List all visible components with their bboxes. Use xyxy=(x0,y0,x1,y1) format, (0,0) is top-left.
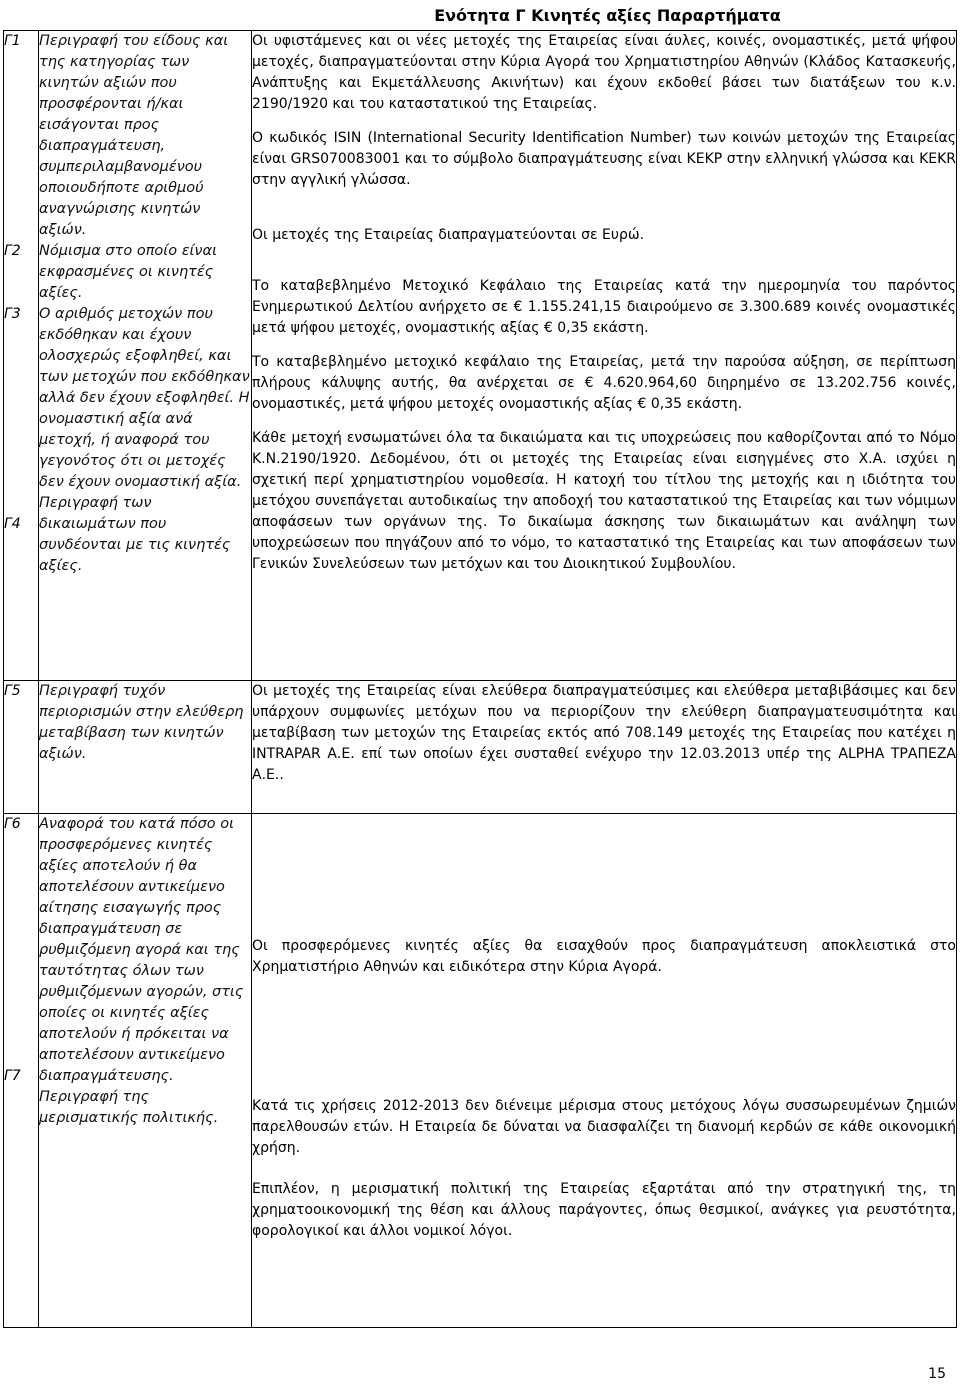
content-paragraph: Οι υφιστάμενες και οι νέες μετοχές της Εταιρείας είναι άυλες, κοινές, ονομαστικές, μετά ψήφου μετοχές, διαπραγματεύονται στην Κύρια Αγορά του Χρηματιστηρίου Αθηνών (Κλάδος Κατασκευής, Ανάπτυξης και Εκμετάλλευσης Ακινήτων) και έχουν εκδοθεί βάσει των διατάξεων του κ.ν. 2190/1920 και του καταστατικού της Εταιρείας. xyxy=(252,33,956,112)
item-code: Γ5 xyxy=(4,683,21,699)
table-row xyxy=(4,681,957,814)
item-code: Γ1 xyxy=(4,33,21,49)
item-label: Περιγραφή της μερισματικής πολιτικής. xyxy=(39,1089,219,1126)
content-paragraph: Το καταβεβλημένο μετοχικό κεφάλαιο της Εταιρείας, μετά την παρούσα αύξηση, σε περίπτωση πλήρους κάλυψης αυτής, θα ανέρχεται σε € 4.620.964,60 διηρημένο σε 13.202.756 κοινές, ονομαστικές, μετά ψήφου μετοχές ονομαστικής αξίας € 0,35 εκάστη. xyxy=(252,354,956,412)
content-paragraph: Το καταβεβλημένο Μετοχικό Κεφάλαιο της Εταιρείας κατά την ημερομηνία του παρόντος Ενημερωτικού Δελτίου ανήρχετο σε € 1.155.241,15 διαιρούμενο σε 3.300.689 κοινές ονομαστικές μετά ψήφου μετοχές, ονομαστικής αξίας € 0,35 εκάστη. xyxy=(252,278,956,336)
table-row xyxy=(4,814,957,1328)
item-content-cell xyxy=(252,31,957,681)
item-label: Περιγραφή των δικαιωμάτων που συνδέονται με τις κινητές αξίες. xyxy=(39,495,231,574)
item-label: Ο αριθμός μετοχών που εκδόθηκαν και έχουν ολοσχερώς εξοφληθεί, και των μετοχών που εκδόθηκαν αλλά δεν έχουν εξοφληθεί. Η ονομαστική αξία ανά μετοχή, ή αναφορά του γεγονότος ότι οι μετοχές δεν έχουν ονομαστική αξία. xyxy=(39,306,250,490)
item-label: Αναφορά του κατά πόσο οι προσφερόμενες κινητές αξίες αποτελούν ή θα αποτελέσουν αντικείμενο αίτησης εισαγωγής προς διαπραγμάτευση σε ρυθμιζόμενη αγορά και της ταυτότητας όλων των ρυθμιζόμενων αγορών, στις οποίες οι κινητές αξίες αποτελούν ή πρόκειται να αποτελέσουν αντικείμενο διαπραγμάτευσης. xyxy=(39,816,244,1084)
page-number: 15 xyxy=(928,1366,946,1382)
item-code: Γ6 xyxy=(4,816,21,832)
content-paragraph: Ο κωδικός ISIN (International Security Identification Number) των κοινών μετοχών της Εταιρείας είναι GRS070083001 και το σύμβολο διαπραγμάτευσης είναι ΚΕΚΡ στην ελληνική γλώσσα και KEKR στην αγγλική γλώσσα. xyxy=(252,130,956,188)
item-code-cell xyxy=(4,814,39,1328)
item-label: Νόμισμα στο οποίο είναι εκφρασμένες οι κινητές αξίες. xyxy=(39,243,218,301)
content-paragraph: Κατά τις χρήσεις 2012-2013 δεν διένειμε μέρισμα στους μετόχους λόγω συσσωρευμένων ζημιών παρελθουσών ετών. Η Εταιρεία δε δύναται να διασφαλίζει τη διανομή κερδών σε κάθε οικονομική χρήση. xyxy=(252,1098,956,1156)
content-paragraph: Οι μετοχές της Εταιρείας είναι ελεύθερα διαπραγματεύσιμες και ελεύθερα μεταβιβάσιμες και δεν υπάρχουν συμφωνίες μετόχων που να περιορίζουν την ελεύθερη διαπραγματευσιμότητα και μεταβίβαση των μετοχών της Εταιρείας εκτός από 708.149 μετοχές της Εταιρείας που κατέχει η INTRAPAR Α.Ε. επί των οποίων έχει συσταθεί ενέχυρο την 12.03.2013 υπέρ της ALPHA ΤΡΑΠΕΖΑ Α.Ε.. xyxy=(252,683,956,783)
item-label-cell xyxy=(39,681,252,814)
section-title: Ενότητα Γ Κινητές αξίες Παραρτήματα xyxy=(434,6,781,25)
content-paragraph: Επιπλέον, η μερισματική πολιτική της Εταιρείας εξαρτάται από την στρατηγική της, τη χρηματοοικονομική της θέση και άλλους παράγοντες, όπως θεσμικοί, ανάγκες για ρευστότητα, φορολογικοί και άλλοι νομικοί λόγοι. xyxy=(252,1181,956,1239)
item-label: Περιγραφή του είδους και της κατηγορίας των κινητών αξιών που προσφέρονται ή/και εισάγονται προς διαπραγμάτευση, συμπεριλαμβανομένου οποιουδήποτε αριθμού αναγνώρισης κινητών αξιών. xyxy=(39,33,229,238)
item-content-cell xyxy=(252,814,957,1328)
item-code: Γ3 xyxy=(4,306,21,322)
item-code-cell xyxy=(4,681,39,814)
item-label-cell xyxy=(39,814,252,1328)
content-paragraph: Κάθε μετοχή ενσωματώνει όλα τα δικαιώματα και τις υποχρεώσεις που καθορίζονται από το Νόμο Κ.Ν.2190/1920. Δεδομένου, ότι οι μετοχές της Εταιρείας είναι εισηγμένες στο Χ.Α. ισχύει η σχετική περί χρηματιστηρίου νομοθεσία. Η κατοχή του τίτλου της μετοχής και η ιδιότητα του μετόχου συνεπάγεται αυτοδικαίως την αποδοχή του καταστατικού της Εταιρείας και των νόμιμων αποφάσεων των οργάνων της. Το δικαίωμα άσκησης των δικαιωμάτων και ανάληψη των υποχρεώσεων που πηγάζουν από το νόμο, το καταστατικό της Εταιρείας και των αποφάσεων των Γενικών Συνελεύσεων των μετόχων και του Διοικητικού Συμβουλίου. xyxy=(252,430,956,572)
item-code: Γ2 xyxy=(4,243,21,259)
item-code: Γ4 xyxy=(4,516,21,532)
securities-table xyxy=(3,30,957,1328)
content-paragraph: Οι μετοχές της Εταιρείας διαπραγματεύονται σε Ευρώ. xyxy=(252,227,645,243)
content-paragraph: Οι προσφερόμενες κινητές αξίες θα εισαχθούν προς διαπραγμάτευση αποκλειστικά στο Χρηματιστήριο Αθηνών και ειδικότερα στην Κύρια Αγορά. xyxy=(252,938,956,975)
item-label-cell xyxy=(39,31,252,681)
item-code: Γ7 xyxy=(4,1068,21,1084)
item-code-cell xyxy=(4,31,39,681)
table-row xyxy=(4,31,957,681)
item-label: Περιγραφή τυχόν περιορισμών στην ελεύθερη μεταβίβαση των κινητών αξιών. xyxy=(39,683,244,762)
item-content-cell xyxy=(252,681,957,814)
